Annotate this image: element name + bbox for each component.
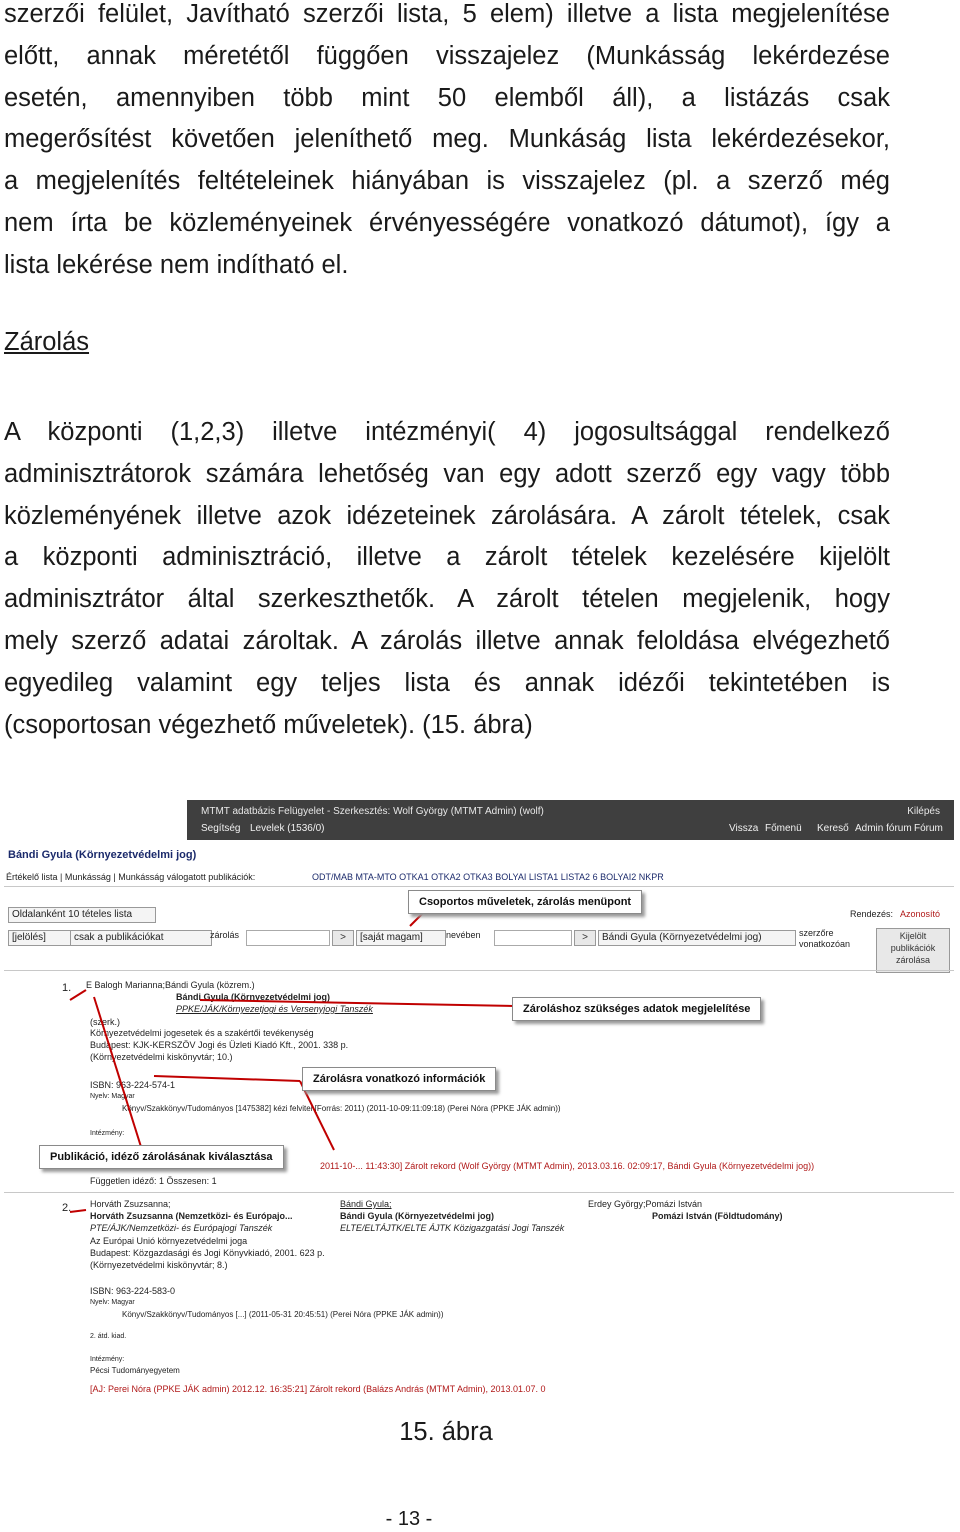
intro-line: nem írta be közleményeinek érvényességére vonatkozó dátumot), így a [4,208,890,237]
back-link[interactable]: Vissza [729,823,759,834]
go-button-2[interactable]: > [574,930,596,946]
section-heading: Zárolás [4,328,90,356]
item-title: Az Európai Unió környezetvédelmi joga [90,1236,248,1246]
body-line: A központi (1,2,3) illetve intézményi( 4) jogosultsággal rendelkező [4,418,890,446]
list-codes[interactable]: ODT/MAB MTA-MTO OTKA1 OTKA2 OTKA3 BOLYAI LISTA1 LISTA2 6 BOLYAI2 NKPR [312,872,664,882]
item-affiliation[interactable]: PPKE/JÁK/Környezetjogi és Versenyjogi Tanszék [176,1004,373,1014]
letters-link[interactable]: Levelek (1536/0) [250,823,325,834]
item-title: Környezetvédelmi jogesetek és a szakértői tevékenység [90,1028,314,1038]
arrow-select-item1 [70,990,86,1000]
body-line: (csoportosan végezhető műveletek). (15. ábra) [4,710,533,739]
item-series: (Környezetvédelmi kiskönyvtár; 8.) [90,1260,228,1270]
callout-group-operations: Csoportos műveletek, zárolás menüpont [408,890,642,914]
item-author-link[interactable]: Bándi Gyula; [340,1199,392,1209]
author-title: Bándi Gyula (Környezetvédelmi jog) [8,849,197,861]
intro-line: lista lekérése nem indítható el. [4,250,349,279]
figure-caption: 15. ábra [399,1418,493,1446]
arrow-info-a [154,1076,300,1081]
item-author-bold: Bándi Gyula (Környezetvédelmi jog) [176,992,331,1002]
figure-screenshot [4,800,954,1412]
app-title: MTMT adatbázis Felügyelet - Szerkesztés: Wolf György (MTMT Admin) (wolf) [201,806,544,817]
arrow-data [200,1000,514,1006]
item-author-bold: Bándi Gyula (Környezetvédelmi jog) [340,1211,495,1221]
item-language: Nyelv: Magyar [90,1299,135,1306]
main-menu-link[interactable]: Főmenü [765,823,802,834]
intro-line: szerzői felület, Javítható szerzői lista, 5 elem) illetve a lista megjelenítése [4,0,890,28]
per-page-select[interactable]: Oldalanként 10 tételes lista [8,907,156,923]
sort-value[interactable]: Azonosító [900,909,941,919]
item-number: 1. [62,982,72,994]
body-line: mely szerző adatai zároltak. A zárolás illetve annak feloldása elvégezhető [4,626,890,655]
search-link[interactable]: Kereső [817,823,849,834]
lock-label: zárolás [210,930,240,940]
arrow-select-long [94,997,142,1150]
item-lock-info: 2011-10-... 11:43:30] Zárolt rekord (Wolf György (MTMT Admin), 2013.03.16. 02:09:17, Bándi Gyula (Környezetvédelmi jog)) [320,1161,815,1171]
body-line: adminisztrátor által szerkeszthetők. A zárolt tételen megjelenik, hogy [4,585,890,614]
item-author-bold: Horváth Zsuzsanna (Nemzetközi- és Európajo... [90,1211,293,1221]
item-citations: Független idéző: 1 Összesen: 1 [90,1176,217,1186]
item-role: (szerk.) [90,1017,120,1027]
item-authors: E Balogh Marianna;Bándi Gyula (közrem.) [86,980,255,990]
intro-line: a megjelenítés feltételeinek hiányában is visszajelez (pl. a szerző még [4,167,890,196]
exit-link[interactable]: Kilépés [907,806,940,817]
item-number: 2. [62,1202,72,1214]
body-line: a központi adminisztráció, illetve a zárolt tételek kezelésére kijelölt [4,543,890,572]
item-language: Nyelv: Magyar [90,1093,135,1100]
item-author-bold: Pomázi István (Földtudomány) [652,1211,783,1221]
item-publisher: Budapest: KJK-KERSZÖV Jogi és Üzleti Kiadó Kft., 2001. 338 p. [90,1040,349,1050]
item-edition: 2. átd. kiad. [90,1333,127,1340]
item-authors: Horváth Zsuzsanna; [90,1199,171,1209]
publication-filter-select[interactable]: csak a publikációkat [70,930,212,946]
item-isbn: ISBN: 963-224-574-1 [90,1080,176,1090]
item-affiliation[interactable]: PTE/ÁJK/Nemzetközi- és Európajogi Tanszék [90,1223,273,1233]
callout-lock-data: Zároláshoz szükséges adatok megjelelítése [512,997,761,1021]
body-line: egyedileg valamint egy teljes lista és annak idézői tekintetében is [4,668,890,697]
body-paragraph [4,412,890,746]
callout-lock-info: Zárolásra vonatkozó információk [302,1067,496,1091]
intro-line: esetén, amennyiben több mint 50 elemből áll), a listázás csak [4,83,890,112]
body-line: adminisztrátorok számára lehetőség van egy adott szerző egy vagy több [4,459,890,488]
item-institution: Pécsi Tudományegyetem [90,1366,180,1375]
item-publisher: Budapest: Közgazdasági és Jogi Könyvkiadó, 2001. 623 p. [90,1248,325,1258]
intro-paragraph [4,0,890,287]
arrow-info-b [300,1081,334,1150]
page-number: - 13 - [385,1508,433,1530]
author-lock-label: szerzőre vonatkozóan [799,928,851,949]
admin-forum-link[interactable]: Admin fórum [855,823,912,834]
help-link[interactable]: Segítség [201,823,241,834]
sort-label: Rendezés: [850,909,894,919]
nav-tabs[interactable]: Értékelő lista | Munkásság | Munkásság válogatott publikációk: [6,872,256,882]
arrow-select-item2 [70,1210,86,1212]
item-authors-right: Erdey György;Pomázi István [588,1199,703,1209]
item-institution-label: Intézmény: [90,1130,125,1137]
item-isbn: ISBN: 963-224-583-0 [90,1286,176,1296]
name-label: nevében [446,930,481,940]
on-behalf-select[interactable]: [saját magam] [356,930,446,946]
forum-link[interactable]: Fórum [914,823,943,834]
callout-select-lock: Publikáció, idéző zárolásának kiválasztása [39,1145,284,1169]
go-button[interactable]: > [332,930,354,946]
lock-selected-button[interactable]: Kijelölt publikációk zárolása [876,928,950,973]
item-institution-label: Intézmény: [90,1356,125,1363]
author-select[interactable]: Bándi Gyula (Környezetvédelmi jog) [598,930,796,946]
item-type: Könyv/Szakkönyv/Tudományos [...] (2011-05-31 20:45:51) (Perei Nóra (PPKE JÁK admin)) [122,1310,444,1319]
body-line: közleményének illetve azok idézeteinek zárolására. A zárolt tételek, csak [4,501,890,530]
mark-select[interactable]: [jelölés] [8,930,72,946]
item-affiliation[interactable]: ELTE/ELTÁJTK/ELTE ÁJTK Közigazgatási Jogi Tanszék [340,1223,565,1233]
intro-line: előtt, annak méretétől függően visszajelez (Munkásság lekérdezése [4,41,890,70]
intro-line: megerősítést követően jeleníthető meg. Munkáság lista lekérdezésekor, [4,125,890,154]
item-lock-info: [AJ: Perei Nóra (PPKE JÁK admin) 2012.12. 16:35:21] Zárolt rekord (Balázs András (MTMT Admin), 2013.01.07. 0 [90,1384,546,1394]
item-type: Könyv/Szakkönyv/Tudományos [1475382] kézi felvitel [Forrás: 2011) (2011-10-09:11:09:18) (Perei Nóra (PPKE JÁK admin)) [122,1104,561,1113]
item-series: (Környezetvédelmi kiskönyvtár; 10.) [90,1052,233,1062]
